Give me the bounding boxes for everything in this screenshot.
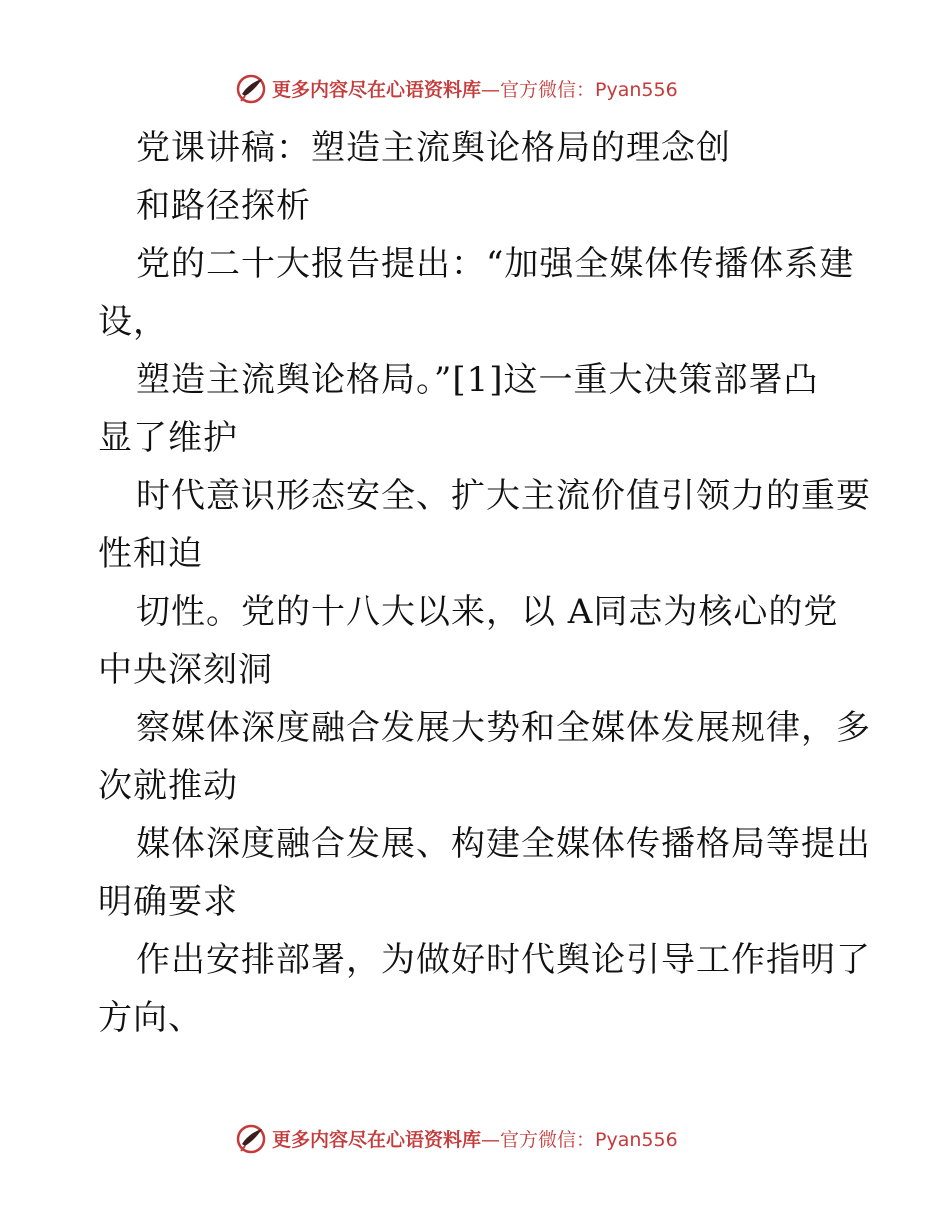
doc-line: 设， [98,302,168,342]
quill-pen-icon [236,74,266,104]
banner-text [272,1128,678,1152]
banner-main-text: 更多内容尽在心语资料库 [272,1129,482,1151]
banner-text [272,78,678,102]
doc-line: 方向、 [98,998,203,1038]
doc-line: 塑造主流舆论格局。”[1]这一重大决策部署凸 [136,360,819,400]
doc-line: 显了维护 [98,418,238,458]
doc-title-line-1: 党课讲稿：塑造主流舆论格局的理念创 [136,128,731,168]
doc-line: 切性。党的十八大以来，以 A同志为核心的党 [136,592,839,632]
doc-line: 次就推动 [98,766,238,806]
doc-line: 中央深刻洞 [98,650,273,690]
banner-main-text: 更多内容尽在心语资料库 [272,79,482,101]
doc-title-line-2: 和路径探析 [136,186,311,226]
header-banner [0,70,950,110]
doc-line: 时代意识形态安全、扩大主流价值引领力的重要 [136,476,871,516]
quill-pen-icon [236,1124,266,1154]
doc-line: 党的二十大报告提出：“加强全媒体传播体系建 [136,244,855,284]
doc-line: 作出安排部署，为做好时代舆论引导工作指明了 [136,940,871,980]
doc-line: 性和迫 [98,534,203,574]
footer-banner [0,1120,950,1160]
doc-line: 察媒体深度融合发展大势和全媒体发展规律，多 [136,708,871,748]
doc-line: 明确要求 [98,882,238,922]
banner-dash: — [481,1129,501,1151]
doc-line: 媒体深度融合发展、构建全媒体传播格局等提出 [136,824,871,864]
banner-wechat-label: 官方微信： [500,1129,596,1151]
banner-wechat-id: Pyan556 [595,79,678,101]
banner-wechat-label: 官方微信： [500,79,596,101]
banner-dash: — [481,79,501,101]
banner-wechat-id: Pyan556 [595,1129,678,1151]
